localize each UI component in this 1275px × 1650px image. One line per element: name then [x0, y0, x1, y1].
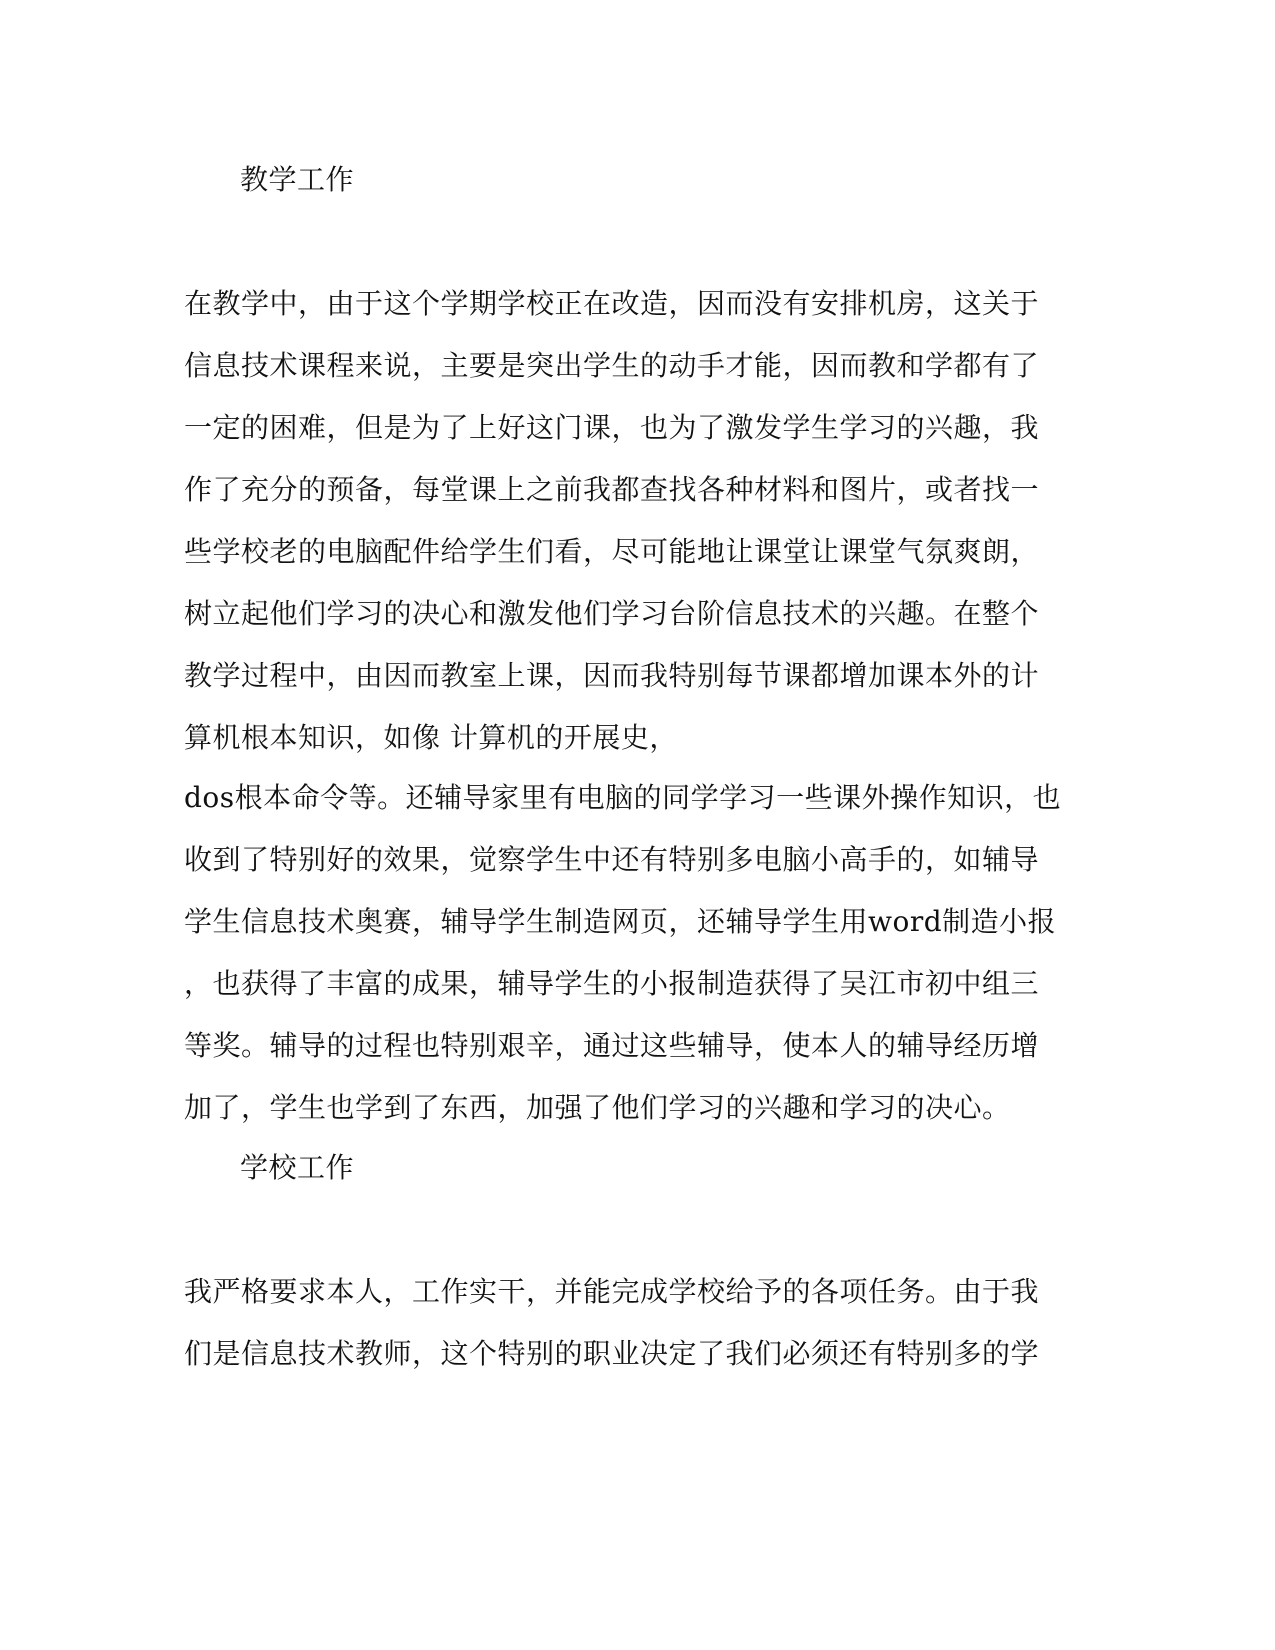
- paragraph-line: 树立起他们学习的决心和激发他们学习台阶信息技术的兴趣。在整个: [184, 597, 1040, 630]
- paragraph-line: 在教学中，由于这个学期学校正在改造，因而没有安排机房，这关于: [184, 287, 1040, 320]
- paragraph-line: 信息技术课程来说，主要是突出学生的动手才能，因而教和学都有了: [184, 349, 1040, 382]
- paragraph-line: 收到了特别好的效果，觉察学生中还有特别多电脑小高手的，如辅导: [184, 843, 1040, 876]
- paragraph-line: 等奖。辅导的过程也特别艰辛，通过这些辅导，使本人的辅导经历增: [184, 1029, 1040, 1062]
- paragraph-line: dos根本命令等。还辅导家里有电脑的同学学习一些课外操作知识，也: [184, 781, 1062, 814]
- paragraph-line: 作了充分的预备，每堂课上之前我都查找各种材料和图片，或者找一: [184, 473, 1040, 506]
- paragraph-line: 学生信息技术奥赛，辅导学生制造网页，还辅导学生用word制造小报: [184, 905, 1057, 938]
- paragraph-line: 教学过程中，由因而教室上课，因而我特别每节课都增加课本外的计: [184, 659, 1040, 692]
- paragraph-line: 一定的困难，但是为了上好这门课，也为了激发学生学习的兴趣，我: [184, 411, 1040, 444]
- paragraph-line: 们是信息技术教师，这个特别的职业决定了我们必须还有特别多的学: [184, 1337, 1040, 1370]
- section-heading-school: 学校工作: [240, 1151, 355, 1184]
- paragraph-line: 我严格要求本人，工作实干，并能完成学校给予的各项任务。由于我: [184, 1275, 1040, 1308]
- paragraph-line: ，也获得了丰富的成果，辅导学生的小报制造获得了吴江市初中组三: [184, 967, 1040, 1000]
- section-heading-teaching: 教学工作: [240, 163, 355, 196]
- paragraph-line: 算机根本知识，如像 计算机的开展史，: [184, 721, 678, 754]
- paragraph-line: 加了，学生也学到了东西，加强了他们学习的兴趣和学习的决心。: [184, 1091, 1011, 1124]
- paragraph-line: 些学校老的电脑配件给学生们看，尽可能地让课堂让课堂气氛爽朗，: [184, 535, 1040, 568]
